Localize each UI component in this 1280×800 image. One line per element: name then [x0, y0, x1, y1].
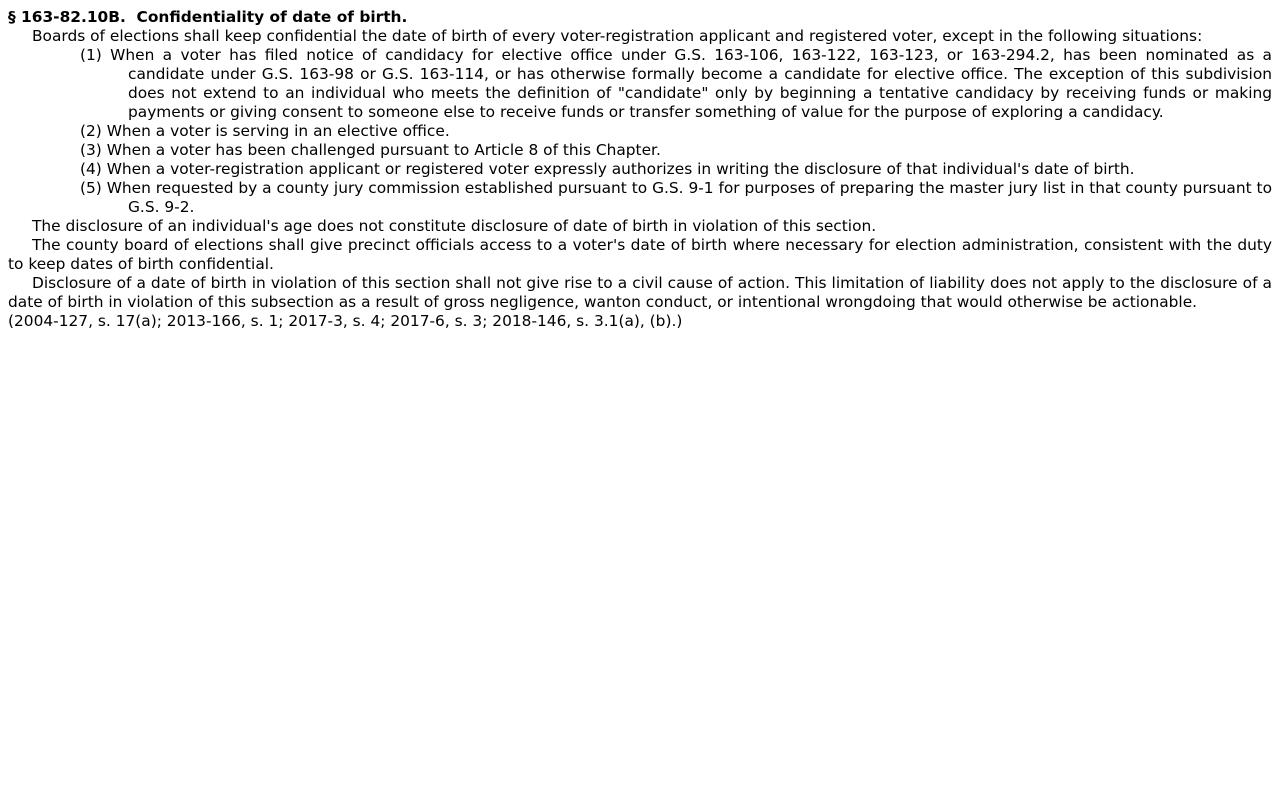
liability-paragraph: Disclosure of a date of birth in violation of this section shall not give rise to a civil cause of action. This limitation of liability does not apply to the disclosure of a date of birth in violation of this subsection as a result of gross negligence, wanton conduct, or intentional wrongdoing that would otherwise be actionable. — [8, 274, 1272, 311]
list-item: (1) When a voter has filed notice of candidacy for elective office under G.S. 163-106, 163-122, 163-123, or 163-294.2, has been nominated as a candidate under G.S. 163-98 or G.S. 163-114, or has otherwise formally become a candidate for elective office. The exception of this subdivision does not extend to an individual who meets the definition of "candidate" only by beginning a tentative candidacy by receiving funds or making payments or giving consent to someone else to receive funds or transfer something of value for the purpose of exploring a candidacy. — [80, 46, 1272, 121]
section-heading — [8, 8, 1272, 27]
session-law-history: (2004-127, s. 17(a); 2013-166, s. 1; 2017-3, s. 4; 2017-6, s. 3; 2018-146, s. 3.1(a), (b).) — [8, 312, 683, 330]
section-number: § 163-82.10B. — [8, 8, 126, 26]
list-item: (5) When requested by a county jury commission established pursuant to G.S. 9-1 for purposes of preparing the master jury list in that county pursuant to G.S. 9-2. — [80, 179, 1272, 216]
exceptions-list — [8, 46, 1272, 217]
intro-paragraph: Boards of elections shall keep confidential the date of birth of every voter-registration applicant and registered voter, except in the following situations: — [32, 27, 1203, 45]
list-item: (2) When a voter is serving in an elective office. — [80, 122, 450, 140]
precinct-access-paragraph: The county board of elections shall give precinct officials access to a voter's date of birth where necessary for election administration, consistent with the duty to keep dates of birth confidential. — [8, 236, 1272, 273]
statute-document — [8, 8, 1272, 331]
list-item: (3) When a voter has been challenged pursuant to Article 8 of this Chapter. — [80, 141, 661, 159]
list-item: (4) When a voter-registration applicant or registered voter expressly authorizes in writing the disclosure of that individual's date of birth. — [80, 160, 1135, 178]
section-caption: Confidentiality of date of birth. — [136, 8, 408, 26]
age-disclosure-paragraph: The disclosure of an individual's age does not constitute disclosure of date of birth in violation of this section. — [32, 217, 877, 235]
